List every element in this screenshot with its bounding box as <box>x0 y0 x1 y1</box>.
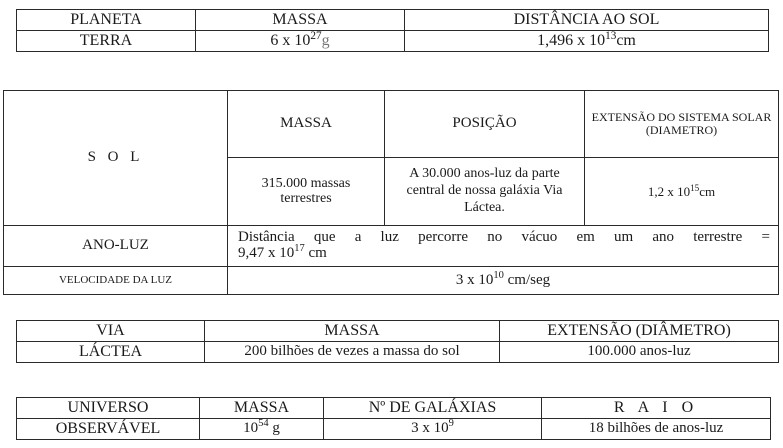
earth-mass-unit: g <box>321 31 330 49</box>
lightyear-value <box>238 243 770 262</box>
earth-mass-base: 6 x 10 <box>270 31 311 49</box>
sun-label: S O L <box>4 91 228 226</box>
earth-distance-exp: 13 <box>605 29 617 42</box>
milky-way-extension-header: EXTENSÃO (DIÂMETRO) <box>500 321 779 342</box>
sun-extension-base: 1,2 x 10 <box>647 183 691 199</box>
sun-extension-unit: cm <box>699 183 716 199</box>
earth-distance-unit: cm <box>616 31 636 49</box>
universe-mass-header: MASSA <box>200 398 324 419</box>
milky-way-extension-value: 100.000 anos-luz <box>500 342 779 363</box>
lightyear-definition <box>228 226 779 267</box>
earth-distance-value <box>405 31 769 52</box>
milky-way-label-line2: LÁCTEA <box>17 342 205 363</box>
speed-label: VELOCIDADE DA LUZ <box>4 267 228 295</box>
speed-unit: cm/seg <box>503 271 551 288</box>
lightyear-base: 9,47 x 10 <box>238 245 295 261</box>
sun-extension-value <box>585 158 779 226</box>
earth-mass-value <box>196 31 405 52</box>
speed-value <box>228 267 779 295</box>
earth-distance-header: DISTÂNCIA AO SOL <box>405 10 769 31</box>
lightyear-unit: cm <box>304 245 327 261</box>
universe-mass-unit: g <box>268 420 280 437</box>
universe-galaxies-header: Nº DE GALÁXIAS <box>324 398 542 419</box>
sun-mass-header: MASSA <box>228 91 385 158</box>
sun-extension-header: EXTENSÃO DO SISTEMA SOLAR (DIAMETRO) <box>585 91 779 158</box>
sun-extension-exp: 15 <box>690 182 700 193</box>
lightyear-exp: 17 <box>294 243 305 255</box>
speed-base: 3 x 10 <box>455 271 494 288</box>
milky-way-label-line1: VIA <box>17 321 205 342</box>
universe-mass-base: 10 <box>243 420 259 437</box>
universe-galaxies-value <box>324 419 542 440</box>
lightyear-text: Distância que a luz percorre no vácuo em um ano terrestre = <box>238 229 770 246</box>
lightyear-label: ANO-LUZ <box>4 226 228 267</box>
universe-mass-value <box>200 419 324 440</box>
earth-mass-header: MASSA <box>196 10 405 31</box>
universe-radius-header: R A I O <box>542 398 771 419</box>
milky-way-mass-header: MASSA <box>205 321 500 342</box>
universe-table <box>16 397 771 440</box>
earth-distance-base: 1,496 x 10 <box>537 31 606 49</box>
milky-way-table <box>16 320 779 363</box>
speed-exp: 10 <box>493 269 504 281</box>
universe-radius-value: 18 bilhões de anos-luz <box>542 419 771 440</box>
sun-table <box>3 90 779 295</box>
earth-label-line1: PLANETA <box>17 10 196 31</box>
universe-label-line2: OBSERVÁVEL <box>17 419 200 440</box>
universe-galaxies-base: 3 x 10 <box>411 420 449 437</box>
earth-table <box>16 9 769 52</box>
sun-mass-value: 315.000 massas terrestres <box>228 158 385 226</box>
universe-mass-exp: 54 <box>258 418 269 430</box>
milky-way-mass-value: 200 bilhões de vezes a massa do sol <box>205 342 500 363</box>
sun-position-value: A 30.000 anos-luz da parte central de nossa galáxia Via Láctea. <box>385 158 585 226</box>
universe-galaxies-exp: 9 <box>448 418 454 430</box>
earth-mass-exp: 27 <box>310 29 322 42</box>
universe-label-line1: UNIVERSO <box>17 398 200 419</box>
earth-label-line2: TERRA <box>17 31 196 52</box>
sun-position-header: POSIÇÃO <box>385 91 585 158</box>
